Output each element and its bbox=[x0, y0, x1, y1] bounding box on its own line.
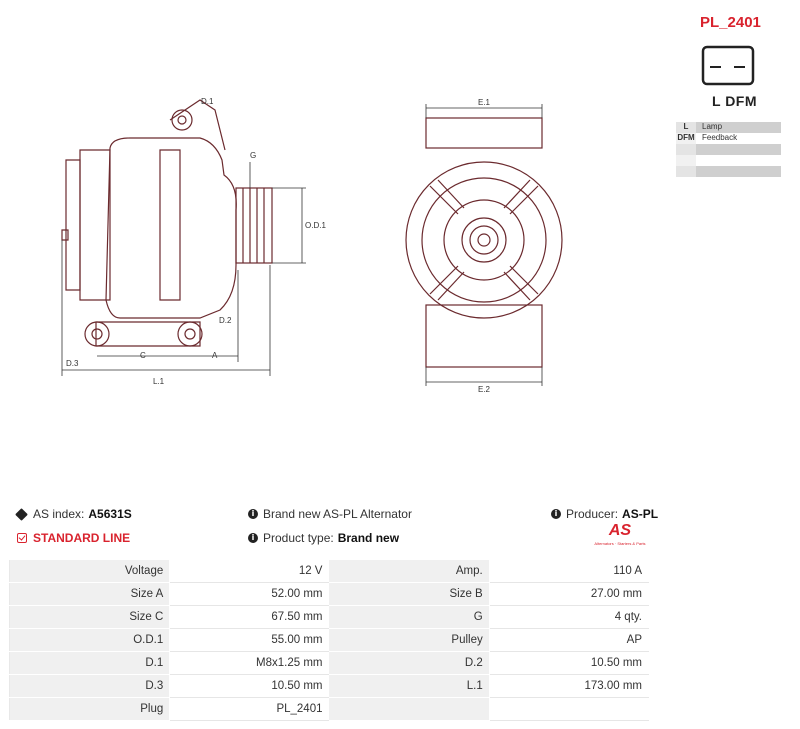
pin-legend-row: L Lamp bbox=[676, 122, 781, 133]
front-view-outer bbox=[406, 162, 562, 318]
product-type: i Product type: Brand new bbox=[248, 531, 399, 545]
table-row: D.1 M8x1.25 mm D.2 10.50 mm bbox=[10, 652, 649, 675]
info-icon: i bbox=[248, 509, 258, 519]
table-row: Size A 52.00 mm Size B 27.00 mm bbox=[10, 583, 649, 606]
label-g: G bbox=[250, 151, 257, 160]
table-row: O.D.1 55.00 mm Pulley AP bbox=[10, 629, 649, 652]
label-d1: D.1 bbox=[201, 97, 214, 106]
table-row: Size C 67.50 mm G 4 qty. bbox=[10, 606, 649, 629]
pulley bbox=[236, 188, 272, 263]
plug-connector-icon bbox=[703, 47, 753, 84]
d3-mount-hole bbox=[85, 322, 109, 346]
table-row: Plug PL_2401 bbox=[10, 698, 649, 721]
plug-pins: L DFM bbox=[712, 93, 758, 109]
specs-table bbox=[9, 559, 649, 721]
pin-legend bbox=[676, 122, 781, 177]
standard-line-badge: STANDARD LINE bbox=[17, 531, 130, 545]
side-view-housing bbox=[106, 138, 236, 318]
pin-legend-row bbox=[676, 144, 781, 155]
tag-icon bbox=[15, 508, 28, 521]
d2-mount-hole bbox=[178, 322, 202, 346]
label-c: C bbox=[140, 351, 146, 360]
info-icon: i bbox=[248, 533, 258, 543]
check-icon bbox=[17, 533, 27, 543]
label-od1: O.D.1 bbox=[305, 221, 326, 230]
label-l1: L.1 bbox=[153, 377, 165, 386]
producer: i Producer: AS-PL bbox=[551, 507, 658, 521]
d1-mount-hole bbox=[172, 110, 192, 130]
pin-legend-row: DFM Feedback bbox=[676, 133, 781, 144]
label-d3: D.3 bbox=[66, 359, 79, 368]
info-icon: i bbox=[551, 509, 561, 519]
label-a: A bbox=[212, 351, 218, 360]
table-row: Voltage 12 V Amp. 110 A bbox=[10, 560, 649, 583]
pin-legend-row bbox=[676, 166, 781, 177]
as-index: AS index: A5631S bbox=[17, 507, 132, 521]
label-e2: E.2 bbox=[478, 385, 491, 394]
label-d2: D.2 bbox=[219, 316, 232, 325]
plug-title: PL_2401 bbox=[700, 14, 761, 31]
table-row: D.3 10.50 mm L.1 173.00 mm bbox=[10, 675, 649, 698]
product-type-value: Brand new bbox=[337, 531, 400, 545]
as-pl-logo: AS Alternators · Starters & Parts bbox=[594, 522, 646, 546]
as-index-value: A5631S bbox=[88, 507, 132, 521]
pin-legend-row bbox=[676, 155, 781, 166]
producer-value: AS-PL bbox=[622, 507, 659, 521]
label-e1: E.1 bbox=[478, 98, 491, 107]
product-description: i Brand new AS-PL Alternator bbox=[248, 507, 412, 521]
